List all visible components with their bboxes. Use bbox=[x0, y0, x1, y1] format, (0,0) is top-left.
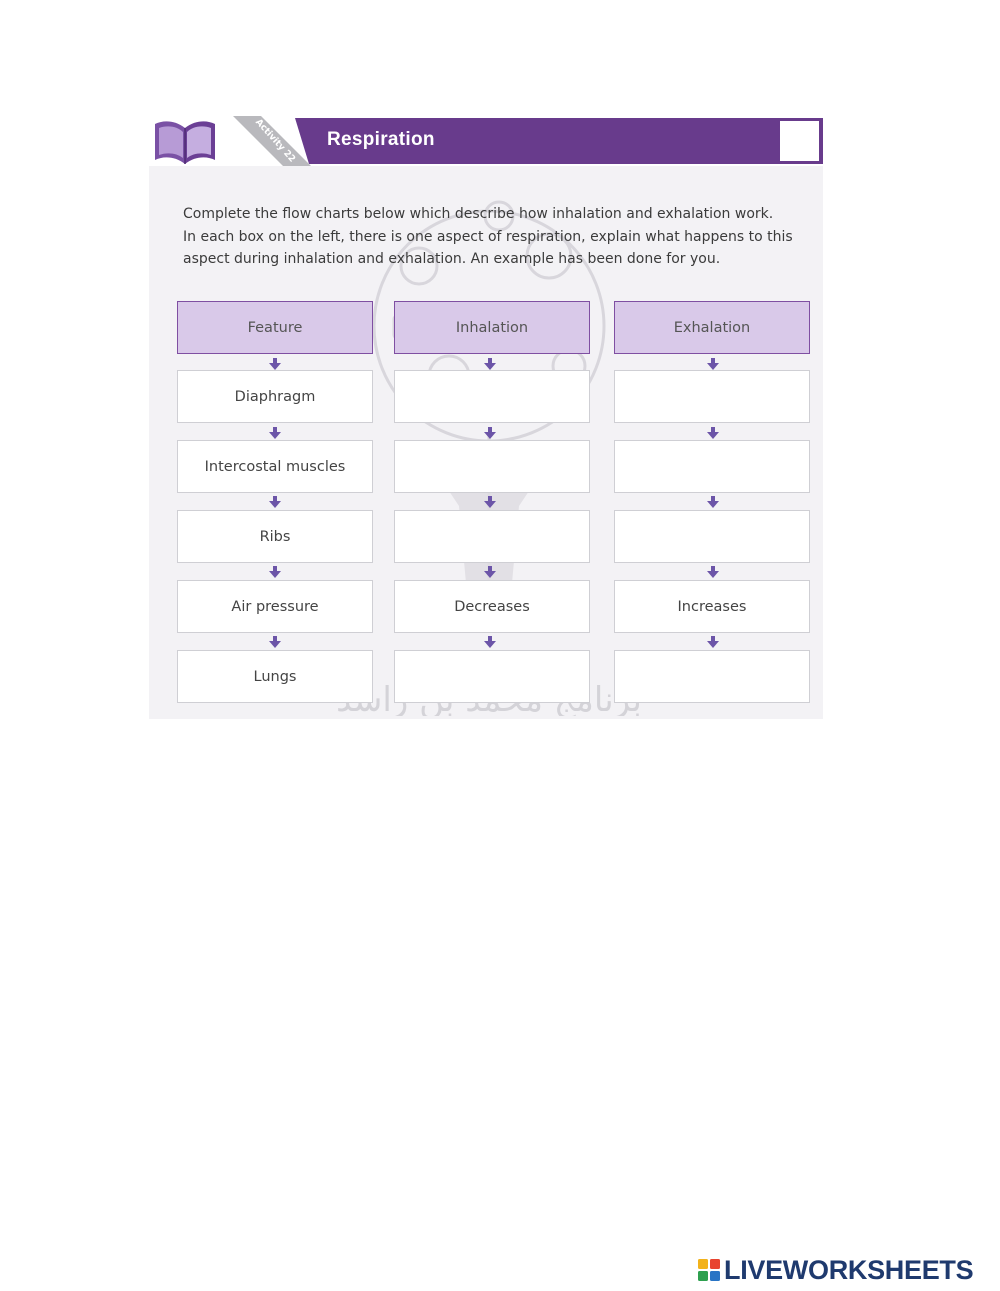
open-book-icon bbox=[151, 116, 219, 166]
down-arrow-icon bbox=[707, 358, 719, 370]
activity-number: Activity 22 bbox=[253, 117, 297, 165]
down-arrow-icon bbox=[707, 496, 719, 508]
down-arrow-icon bbox=[269, 496, 281, 508]
activity-header bbox=[149, 116, 823, 166]
brand-name: LIVEWORKSHEETS bbox=[724, 1254, 974, 1285]
down-arrow-icon bbox=[484, 566, 496, 578]
down-arrow-icon bbox=[269, 636, 281, 648]
exhalation-intercostal-answer[interactable] bbox=[614, 440, 810, 493]
down-arrow-icon bbox=[269, 566, 281, 578]
down-arrow-icon bbox=[484, 636, 496, 648]
down-arrow-icon bbox=[484, 358, 496, 370]
inhalation-ribs-answer[interactable] bbox=[394, 510, 590, 563]
inhalation-diaphragm-answer[interactable] bbox=[394, 370, 590, 423]
inhalation-air-pressure-example: Decreases bbox=[394, 580, 590, 633]
page-title: Respiration bbox=[327, 129, 435, 150]
down-arrow-icon bbox=[707, 566, 719, 578]
watermark-text: برنامج bbox=[553, 680, 642, 716]
score-box bbox=[780, 121, 819, 161]
feature-intercostal-muscles: Intercostal muscles bbox=[177, 440, 373, 493]
title-bar bbox=[309, 118, 823, 164]
feature-air-pressure: Air pressure bbox=[177, 580, 373, 633]
instruction-line-2: In each box on the left, there is one aspect of respiration, explain what happens to this aspect during inhalation and exhalation. An example has been done for you. bbox=[183, 228, 793, 267]
liveworksheets-logo[interactable] bbox=[698, 1255, 973, 1285]
liveworksheets-logo-icon bbox=[698, 1259, 720, 1281]
exhalation-diaphragm-answer[interactable] bbox=[614, 370, 810, 423]
instructions bbox=[183, 203, 803, 271]
column-header-exhalation: Exhalation bbox=[614, 301, 810, 354]
down-arrow-icon bbox=[269, 427, 281, 439]
column-header-inhalation: Inhalation bbox=[394, 301, 590, 354]
down-arrow-icon bbox=[269, 358, 281, 370]
down-arrow-icon bbox=[707, 636, 719, 648]
down-arrow-icon bbox=[484, 427, 496, 439]
inhalation-lungs-answer[interactable] bbox=[394, 650, 590, 703]
down-arrow-icon bbox=[484, 496, 496, 508]
down-arrow-icon bbox=[707, 427, 719, 439]
column-header-feature: Feature bbox=[177, 301, 373, 354]
instruction-line-1: Complete the flow charts below which describe how inhalation and exhalation work. bbox=[183, 206, 774, 222]
exhalation-lungs-answer[interactable] bbox=[614, 650, 810, 703]
worksheet bbox=[149, 116, 823, 719]
exhalation-air-pressure-example: Increases bbox=[614, 580, 810, 633]
feature-diaphragm: Diaphragm bbox=[177, 370, 373, 423]
feature-ribs: Ribs bbox=[177, 510, 373, 563]
exhalation-ribs-answer[interactable] bbox=[614, 510, 810, 563]
inhalation-intercostal-answer[interactable] bbox=[394, 440, 590, 493]
feature-lungs: Lungs bbox=[177, 650, 373, 703]
